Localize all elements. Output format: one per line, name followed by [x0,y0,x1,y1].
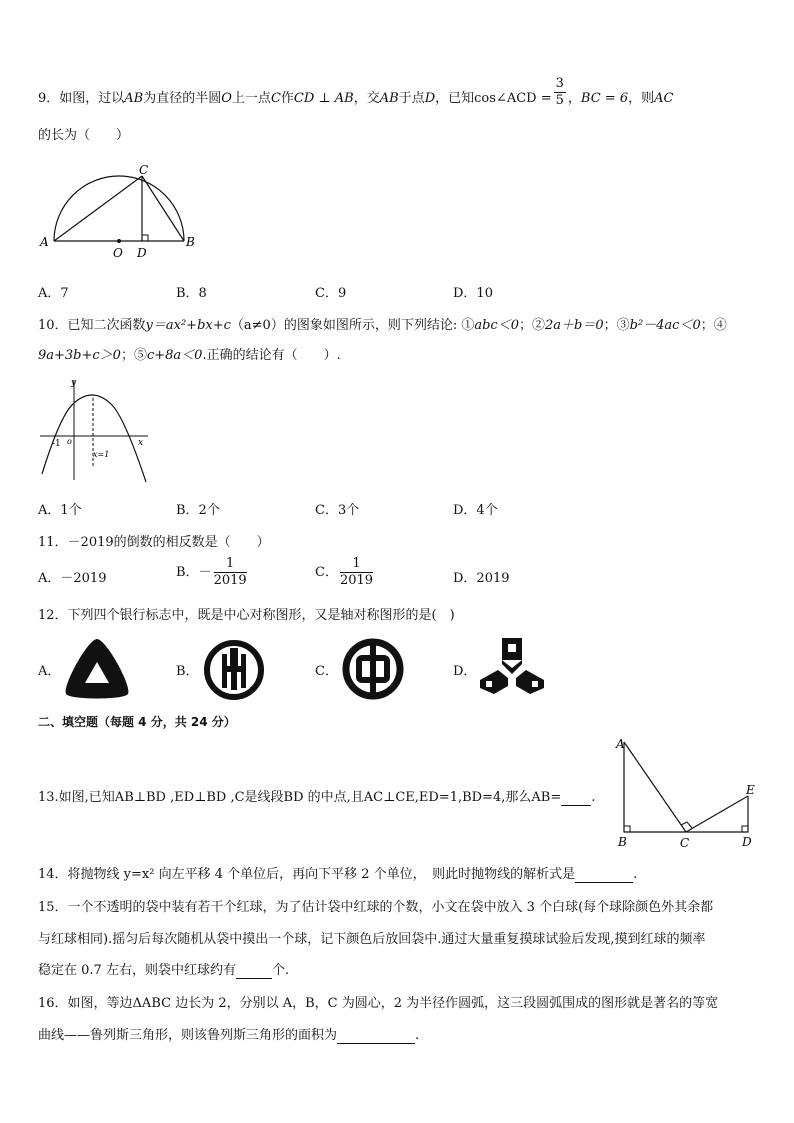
label-c: C [680,836,690,850]
label-minus-one: -1 [52,439,61,449]
q10-line2: 9a+3b+c＞0；⑤c+8a＜0.正确的结论有（ ）. [38,348,341,363]
q13-text: 13.如图,已知AB⊥BD ,ED⊥BD ,C是线段BD 的中点,且AC⊥CE,ED=1,BD=4,那么AB= . [38,790,596,805]
answer-blank[interactable] [236,963,272,979]
cos-expression: cos∠ACD = [474,91,552,106]
answer-blank[interactable] [575,867,633,883]
q11-text: 11．－2019的倒数的相反数是（ ） [38,535,270,550]
q12-text: 12．下列四个银行标志中，既是中心对称图形，又是轴对称图形的是( ) [38,608,455,623]
q11-option-a[interactable]: A．－2019 [38,571,107,586]
bank-of-communications-logo-icon [202,638,266,702]
q15-line3: 稳定在 0.7 左右，则袋中红球约有 个. [38,963,290,978]
fraction-1-2019: $\frac{1}{2019}$ [339,556,374,588]
label-a: A [616,737,625,751]
q12-option-a[interactable]: A． [38,664,61,679]
label-e: E [746,783,755,797]
q11-option-d[interactable]: D．2019 [453,571,510,586]
q16-line1: 16．如图，等边ΔABC 边长为 2，分别以 A，B，C 为圆心，2 为半径作圆弧，这三段圆弧围成的图形就是著名的等宽 [38,996,719,1011]
q9-semicircle-figure [36,162,206,262]
q9-line1: 9．如图，过以AB为直径的半圆O上一点C作CD ⊥ AB，交AB于点D，已知cos∠ACD = $\frac{3}{5}$ ，BC = 6，则AC [38,76,674,108]
label-y: y [71,378,77,388]
fraction-1-2019: $\frac{1}{2019}$ [213,556,247,588]
q15-line2: 与红球相同).摇匀后每次随机从袋中摸出一个球，记下颜色后放回袋中.通过大量重复摸球试验后发现,摸到红球的频率 [38,932,706,947]
q9-option-b[interactable]: B．8 [176,286,207,301]
q15-line1: 15．一个不透明的袋中装有若干个红球，为了估计袋中红球的个数，小文在袋中放入 3 个白球(每个球除颜色外其余都 [38,900,714,915]
triangle-logo-icon [60,636,134,700]
label-d: D [137,246,147,260]
q12-option-d[interactable]: D． [453,664,477,679]
label-b: B [618,835,627,849]
q10-parabola-graph [38,376,156,486]
label-o: O [113,246,123,260]
label-x: x [138,438,144,448]
label-axis: x=1 [93,450,110,459]
q10-option-b[interactable]: B．2个 [176,503,220,518]
q10-option-a[interactable]: A．1个 [38,503,82,518]
bank-of-china-logo-icon [340,636,406,702]
label-d: D [742,835,752,849]
q9-option-d[interactable]: D．10 [453,286,493,301]
label-origin: o [67,437,72,446]
label-c: C [139,163,149,177]
q12-option-b[interactable]: B． [176,664,199,679]
q9-option-a[interactable]: A．7 [38,286,69,301]
q16-line2: 曲线——鲁列斯三角形，则该鲁列斯三角形的面积为 . [38,1028,420,1043]
construction-bank-logo-icon [474,634,550,700]
label-a: A [40,235,49,249]
q10-option-c[interactable]: C．3个 [315,503,360,518]
q10-line1: 10．已知二次函数y＝ax²+bx+c（a≠0）的图象如图所示，则下列结论: ①abc＜0；②2a＋b＝0；③b²－4ac＜0；④ [38,318,727,333]
answer-blank[interactable] [337,1028,415,1044]
q14-text: 14．将抛物线 y=x² 向左平移 4 个单位后，再向下平移 2 个单位， 则此时抛物线的解析式是 . [38,867,638,882]
q12-option-c[interactable]: C． [315,664,338,679]
q11-option-b[interactable]: B．－ $\frac{1}{2019}$ [176,556,247,588]
section-title: 二、填空题（每题 4 分，共 24 分） [38,715,236,729]
q9-line2: 的长为（ ） [38,128,130,143]
label-b: B [186,235,195,249]
answer-blank[interactable] [561,790,591,806]
fraction-3-5: $\frac{3}{5}$ [555,76,564,108]
q9-option-c[interactable]: C．9 [315,286,347,301]
q10-option-d[interactable]: D．4个 [453,503,498,518]
q13-right-triangle-figure [608,734,768,852]
q11-option-c[interactable]: C． $\frac{1}{2019}$ [315,556,374,588]
